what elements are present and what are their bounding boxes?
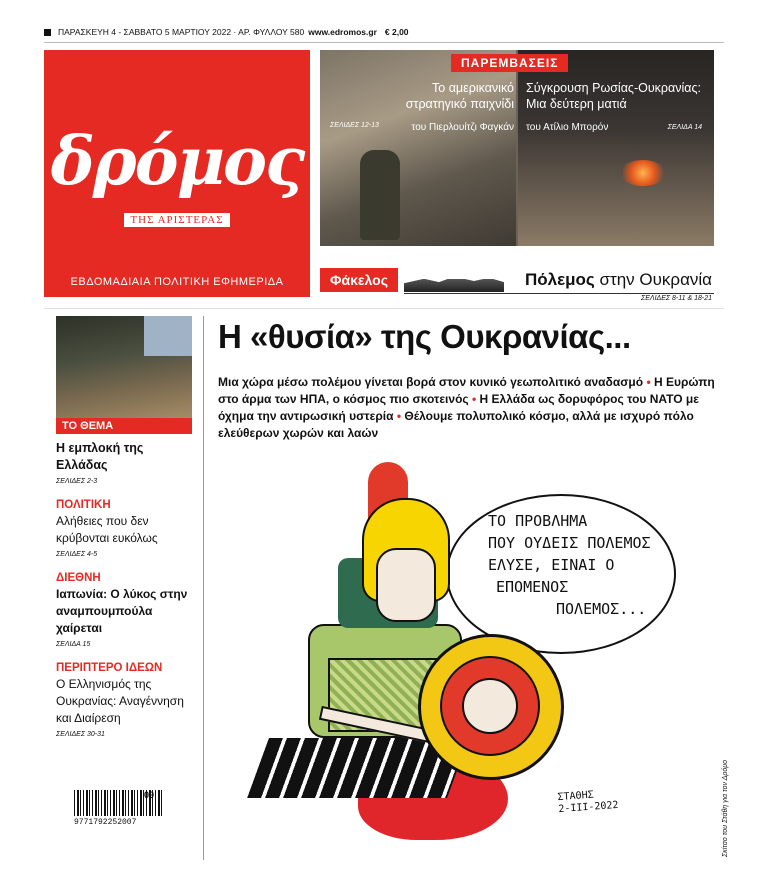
barcode-issue-code: 09 [144,790,155,800]
cartoon-credit: Σκίτσο του Στάθη για τον Δρόμο [722,760,729,858]
signature-date: 2-ΙΙΙ-2022 [558,799,619,816]
section-pages-politics: ΣΕΛΙΔΕΣ 4-5 [56,551,98,558]
theme-headline[interactable]: Η εμπλοκή της Ελλάδας [56,441,144,472]
speech-line-2: ΠΟΥ ΟΥΔΕΙΣ ΠΟΛΕΜΟΣ [488,534,651,552]
section-item-ideas[interactable]: Ο Ελληνισμός της Ουκρανίας: Αναγέννηση και Διαίρεση [56,677,184,725]
barcode [74,790,164,827]
folder-banner[interactable] [320,268,714,302]
theme-pages: ΣΕΛΙΔΕΣ 2-3 [56,478,98,485]
folder-title [525,270,712,290]
intervention-title-1a: Το αμερικανικό [432,81,514,95]
folder-title-bold: Πόλεμος [524,270,595,289]
folder-rule [404,293,714,294]
soldier-figure [360,150,400,240]
lead-point-1: Μια χώρα μέσω πολέμου γίνεται βορά στον κυνικό γεωπολιτικό αναδασμό [218,375,644,389]
speech-line-1: ΤΟ ΠΡΟΒΛΗΜΑ [488,512,588,530]
bullet-icon: • [396,409,402,423]
interventions-panel [320,50,714,246]
top-info-bar [44,24,724,40]
intervention-caption-1[interactable] [324,80,514,136]
folder-pages: ΣΕΛΙΔΕΣ 8-11 & 18-21 [641,295,712,302]
intervention-byline-2: του Ατίλιο Μπορόν [526,122,609,133]
signature-name: ΣΤΑΘΗΣ [557,789,595,804]
speech-line-4: ΕΠΟΜΕΝΟΣ [496,578,569,596]
theme-label: ΤΟ ΘΕΜΑ [56,418,192,434]
price-text: € 2,00 [384,27,409,37]
masthead [44,50,310,297]
medusa-face-icon [462,678,518,734]
intervention-caption-2[interactable] [526,80,712,136]
top-rule [44,42,724,43]
bullet-icon: • [646,375,651,389]
section-divider [44,308,724,309]
masthead-tagline: ΕΒΔΟΜΑΔΙΑΙΑ ΠΟΛΙΤΙΚΗ ΕΦΗΜΕΡΙΔΑ [70,276,284,288]
lead-point-3: Η Ελλάδα ως δορυφόρος του ΝΑΤΟ με όχημα την αντιρωσική υστερία [218,392,699,423]
section-label-ideas: ΠΕΡΙΠΤΕΡΟ ΙΔΕΩΝ [56,662,163,674]
section-pages-ideas: ΣΕΛΙΔΕΣ 30-31 [56,731,105,738]
folder-label: Φάκελος [320,268,398,292]
main-lead [218,374,718,442]
theme-photo [56,316,192,418]
warrior-face [376,548,436,622]
barcode-digits: 9771792252007 [74,818,137,827]
intervention-byline-1: του Πιερλουίτζι Φαγκάν [411,122,514,133]
intervention-pages-1: ΣΕΛΙΔΕΣ 12-13 [330,122,379,129]
main-headline[interactable]: Η «θυσία» της Ουκρανίας... [218,318,631,355]
lead-point-4: Θέλουμε πολυπολικό κόσμο, αλλά με ισχυρό πόλο ελεύθερων χωρών και λαών [218,409,694,440]
intervention-title-1b: στρατηγικό παιχνίδι [405,97,514,111]
cartoon-signature [557,788,619,816]
masthead-subtitle-text: ΤΗΣ ΑΡΙΣΤΕΡΑΣ [124,213,229,227]
section-pages-international: ΣΕΛΙΔΑ 15 [56,641,91,648]
bullet-icon: • [471,392,477,406]
newspaper-logo: δρόμος [50,122,304,200]
speech-text [488,510,678,620]
section-item-politics[interactable]: Αλήθειες που δεν κρύβονται ευκόλως [56,514,158,545]
theme-photo-sky [144,316,192,356]
section-label-politics: ΠΟΛΙΤΙΚΗ [56,499,111,511]
speech-line-3: ΕΛΥΣΕ, ΕΙΝΑΙ Ο [488,556,615,574]
sidebar [56,316,192,738]
speech-line-5: ΠΟΛΕΜΟΣ... [556,600,647,618]
column-divider [203,316,204,860]
website-link[interactable]: www.edromos.gr [308,27,377,37]
lead-point-2: Η Ευρώπη στο άρμα των ΗΠΑ, ο κόσμος πιο σκοτεινός [218,375,715,406]
section-item-international[interactable]: Ιαπωνία: Ο λύκος στην αναμπουμπούλα χαίρεται [56,587,188,635]
editorial-cartoon [218,458,722,868]
date-issue-text: ΠΑΡΑΣΚΕΥΗ 4 - ΣΑΒΒΑΤΟ 5 ΜΑΡΤΙΟΥ 2022 · ΑΡ. ΦΥΛΛΟΥ 580 [58,27,305,37]
fire-glow [620,160,666,186]
intervention-title-2a: Σύγκρουση Ρωσίας-Ουκρανίας: [526,81,701,95]
intervention-pages-2: ΣΕΛΙΔΑ 14 [667,124,702,131]
folder-title-rest: στην Ουκρανία [594,270,712,289]
section-label-international: ΔΙΕΘΝΗ [56,572,101,584]
square-bullet-icon [44,29,51,36]
tanks-silhouette-icon [404,270,504,292]
interventions-label: ΠΑΡΕΜΒΑΣΕΙΣ [451,54,568,72]
masthead-subtitle [44,210,310,228]
intervention-title-2b: Μια δεύτερη ματιά [526,97,627,111]
